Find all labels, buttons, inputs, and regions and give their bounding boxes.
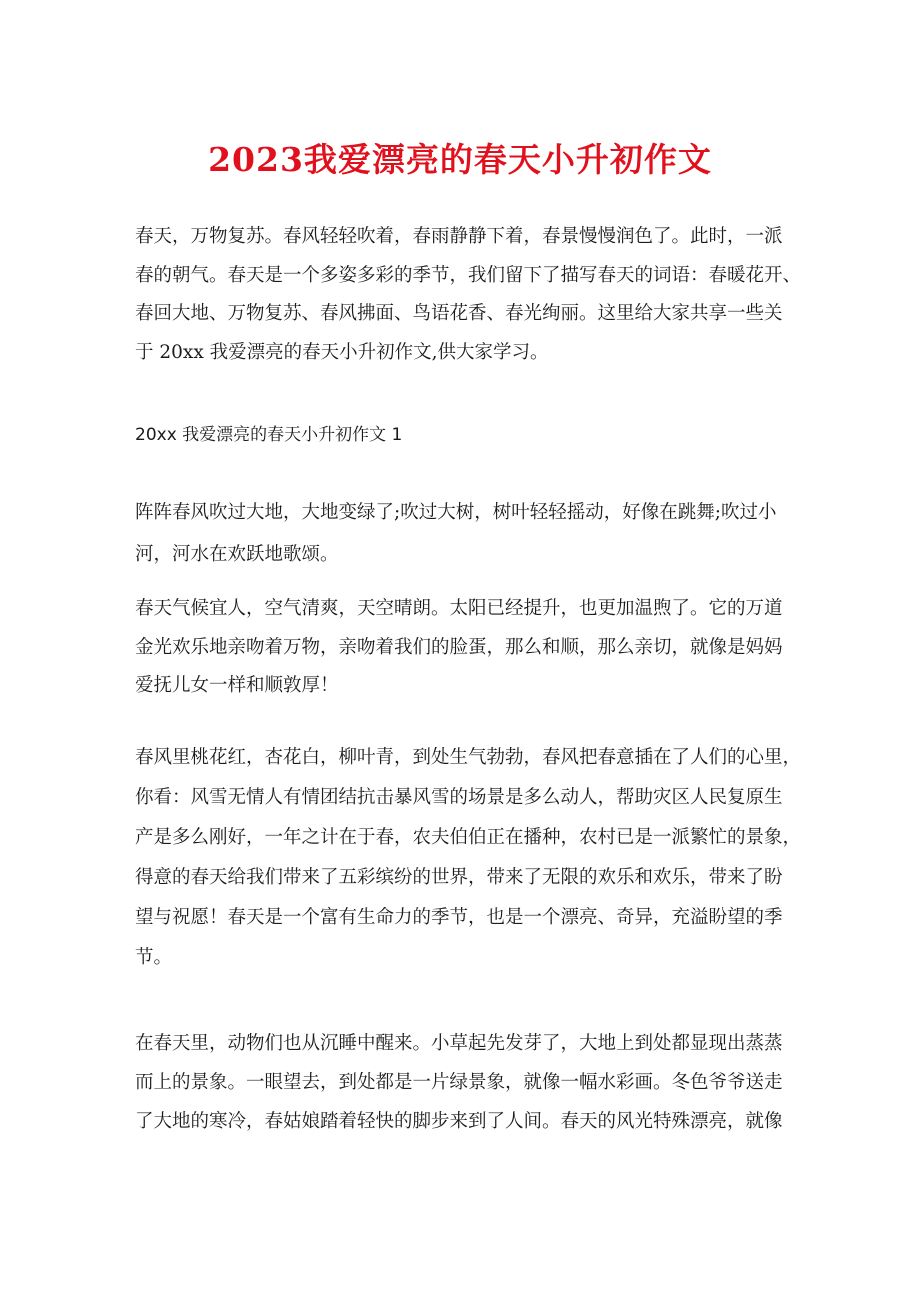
paragraph-line: 了大地的寒冷，春姑娘踏着轻快的脚步来到了人间。春天的风光特殊漂亮，就像 xyxy=(135,1111,783,1132)
paragraph-line: 爱抚儿女一样和顺敦厚！ xyxy=(135,675,339,696)
paragraph-2 xyxy=(135,590,815,706)
document-title: 2023我爱漂亮的春天小升初作文 xyxy=(208,140,712,179)
paragraph-line: 在春天里，动物们也从沉睡中醒来。小草起先发芽了，大地上到处都显现出蒸蒸 xyxy=(135,1033,783,1054)
intro-line: 春的朝气。春天是一个多姿多彩的季节，我们留下了描写春天的词语：春暖花开、 xyxy=(135,264,802,286)
paragraph-line: 阵阵春风吹过大地，大地变绿了;吹过大树，树叶轻轻摇动，好像在跳舞;吹过小 xyxy=(135,502,777,523)
paragraph-line: 望与祝愿！春天是一个富有生命力的季节，也是一个漂亮、奇异，充溢盼望的季 xyxy=(135,907,783,928)
paragraph-line: 春风里桃花红，杏花白，柳叶青，到处生气勃勃，春风把春意插在了人们的心里， xyxy=(135,747,802,768)
paragraph-1 xyxy=(135,492,815,576)
paragraph-line: 河，河水在欢跃地歌颂。 xyxy=(135,544,339,565)
paragraph-line: 金光欢乐地亲吻着万物，亲吻着我们的脸蛋，那么和顺，那么亲切，就像是妈妈 xyxy=(135,636,783,658)
intro-line: 春天，万物复苏。春风轻轻吹着，春雨静静下着，春景慢慢润色了。此时，一派 xyxy=(135,226,783,247)
paragraph-line: 得意的春天给我们带来了五彩缤纷的世界，带来了无限的欢乐和欢乐，带来了盼 xyxy=(135,867,783,888)
intro-paragraph xyxy=(135,218,815,372)
paragraph-line: 节。 xyxy=(135,947,173,968)
paragraph-4 xyxy=(135,1024,815,1141)
paragraph-line: 春天气候宜人，空气清爽，天空晴朗。太阳已经提升，也更加温煦了。它的万道 xyxy=(135,598,783,619)
paragraph-line: 你看：风雪无情人有情团结抗击暴风雪的场景是多么动人，帮助灾区人民复原生 xyxy=(135,787,783,808)
intro-line: 春回大地、万物复苏、春风拂面、鸟语花香、春光绚丽。这里给大家共享一些关 xyxy=(135,303,783,324)
intro-line: 于 20xx 我爱漂亮的春天小升初作文,供大家学习。 xyxy=(135,341,549,363)
essay-subheading: 20xx 我爱漂亮的春天小升初作文 1 xyxy=(135,425,403,445)
paragraph-line: 产是多么刚好，一年之计在于春，农夫伯伯正在播种，农村已是一派繁忙的景象， xyxy=(135,827,802,848)
paragraph-3 xyxy=(135,738,815,978)
paragraph-line: 而上的景象。一眼望去，到处都是一片绿景象，就像一幅水彩画。冬色爷爷送走 xyxy=(135,1072,783,1093)
